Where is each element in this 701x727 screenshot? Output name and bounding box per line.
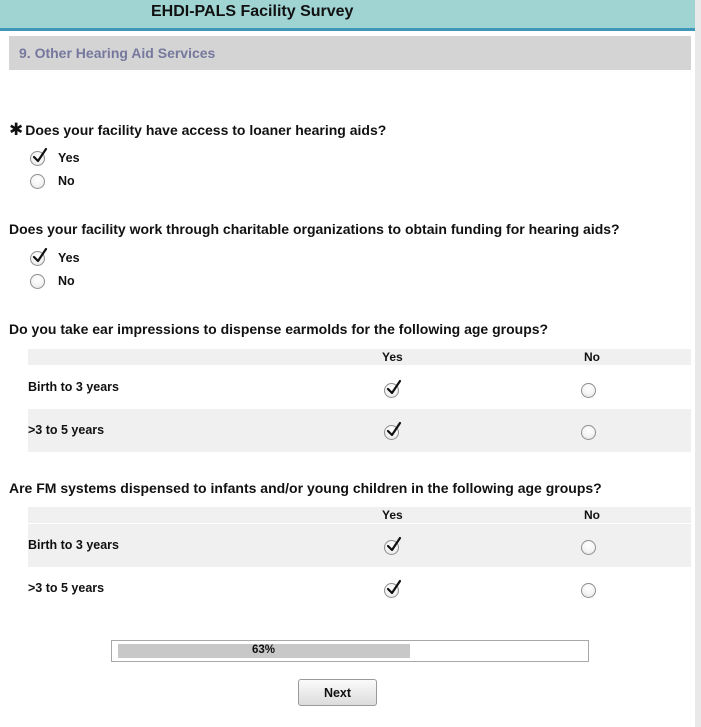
q2-option-yes-label[interactable]: Yes	[58, 251, 80, 265]
survey-title: EHDI-PALS Facility Survey	[151, 3, 354, 20]
q4-row1-no-radio[interactable]	[581, 540, 596, 555]
q4-column-yes: Yes	[382, 508, 403, 522]
q1-option-no-label[interactable]: No	[58, 174, 75, 188]
section-title: 9. Other Hearing Aid Services	[19, 45, 216, 61]
required-asterisk-icon: ✱	[9, 120, 24, 139]
q4-grid-header	[28, 507, 691, 523]
checkmark-icon	[32, 248, 48, 264]
question-charitable-funding: Does your facility work through charitable organizations to obtain funding for hearing aids?	[9, 221, 620, 237]
q3-grid-header	[28, 349, 691, 365]
q2-option-no-radio[interactable]	[30, 274, 45, 289]
q2-option-no-label[interactable]: No	[58, 274, 75, 288]
q3-row2-yes-radio[interactable]	[384, 425, 399, 440]
q4-row2-yes-radio[interactable]	[384, 583, 399, 598]
progress-label: 63%	[252, 644, 276, 656]
q3-column-no: No	[584, 350, 600, 364]
q1-option-yes-radio[interactable]	[30, 151, 45, 166]
question-ear-impressions: Do you take ear impressions to dispense earmolds for the following age groups?	[9, 321, 549, 337]
q3-row1-yes-radio[interactable]	[384, 383, 399, 398]
checkmark-icon	[386, 537, 402, 553]
q2-option-yes-radio[interactable]	[30, 251, 45, 266]
question-loaner-hearing-aids	[9, 120, 386, 140]
checkmark-icon	[32, 148, 48, 164]
section-header	[9, 36, 691, 70]
question-fm-systems: Are FM systems dispensed to infants and/or young children in the following age groups?	[9, 480, 602, 496]
q4-row2-no-radio[interactable]	[581, 583, 596, 598]
checkmark-icon	[386, 380, 402, 396]
q4-row1-yes-radio[interactable]	[384, 540, 399, 555]
q3-row2-no-radio[interactable]	[581, 425, 596, 440]
question-text: Does your facility have access to loaner hearing aids?	[25, 122, 387, 138]
progress-bar	[111, 640, 589, 662]
checkmark-icon	[386, 422, 402, 438]
q4-column-no: No	[584, 508, 600, 522]
q3-column-yes: Yes	[382, 350, 403, 364]
q4-row-label: Birth to 3 years	[28, 538, 120, 552]
scrollbar-track[interactable]	[695, 0, 701, 727]
q3-row-label: >3 to 5 years	[28, 423, 105, 437]
q3-row1-no-radio[interactable]	[581, 383, 596, 398]
q1-option-no-radio[interactable]	[30, 174, 45, 189]
checkmark-icon	[386, 580, 402, 596]
q1-option-yes-label[interactable]: Yes	[58, 151, 80, 165]
q3-row-label: Birth to 3 years	[28, 380, 120, 394]
next-button[interactable]: Next	[298, 679, 377, 706]
survey-header	[0, 0, 695, 31]
q4-row-label: >3 to 5 years	[28, 581, 105, 595]
